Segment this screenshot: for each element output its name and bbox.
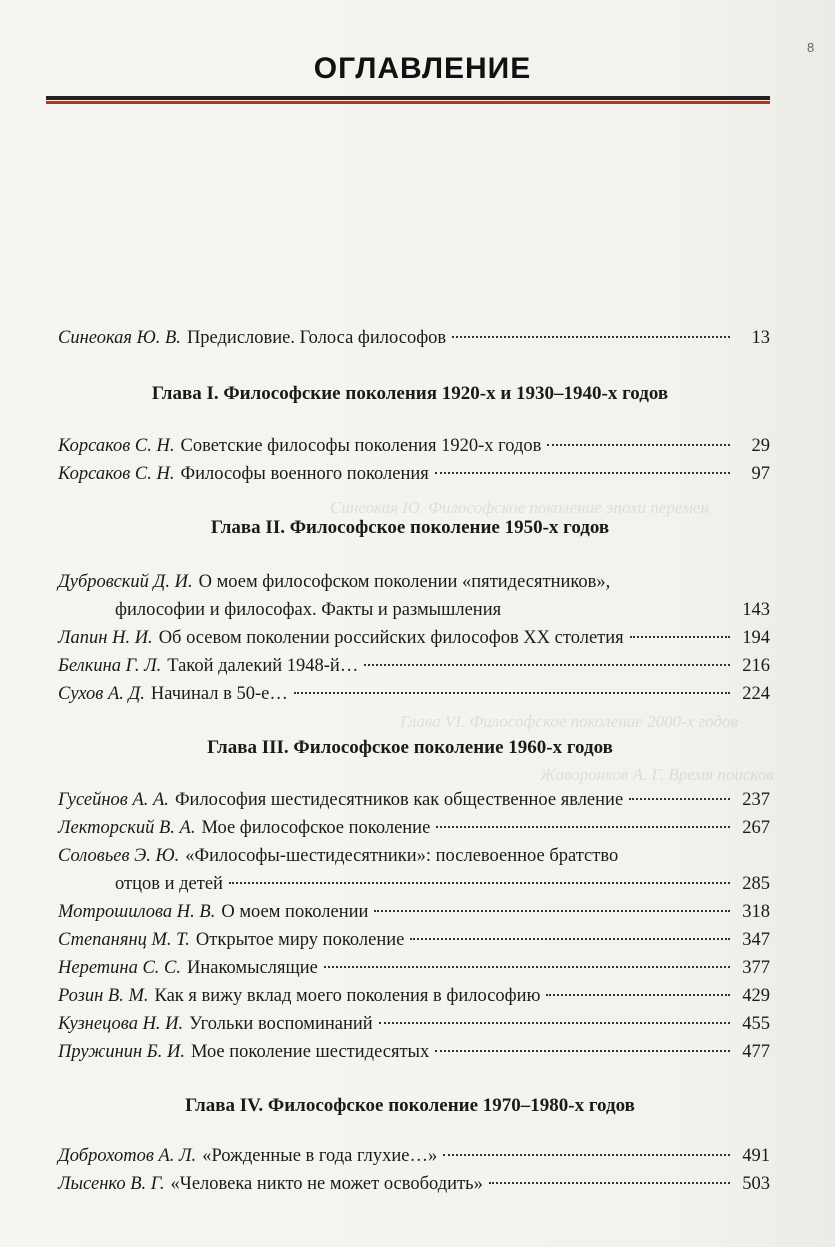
entry-page: 429 [742,986,770,1006]
entry-author: Корсаков С. Н. [58,436,175,456]
toc-entry [58,898,770,926]
entry-page: 455 [742,1014,770,1034]
entry-title: Инакомыслящие [187,958,318,978]
leader-dots [547,444,730,446]
entry-page: 194 [742,628,770,648]
entry-page: 13 [751,328,770,348]
entry-title: Угольки воспоминаний [189,1014,373,1034]
toc-entry [58,1142,770,1170]
leader-dots [374,910,730,912]
chapter-heading: Глава I. Философские поколения 1920-х и 1930–1940-х годов [151,383,669,404]
entry-title: Философия шестидесятников как общественное явление [174,790,624,810]
leader-dots [630,636,730,638]
entry-author: Лекторский В. А. [58,818,196,838]
entry-page: 285 [742,874,770,894]
toc-entry [58,1170,770,1198]
entry-author: Соловьев Э. Ю. [58,846,180,866]
bleed-through-text: Жаворонков А. Г. Время поисков [540,765,774,784]
toc-entry [58,926,770,954]
page-edge-number: 8 [807,40,815,55]
toc-entry [58,460,770,488]
entry-title: О моем философском поколении «пятидесятников», [198,572,611,592]
bleed-through-text: Синеокая Ю. Философское поколение эпохи перемен [330,498,709,517]
entry-page: 224 [742,684,770,704]
entry-author: Гусейнов А. А. [58,790,169,810]
entry-author: Корсаков С. Н. [58,464,175,484]
entry-page: 216 [742,656,770,676]
entry-title: Открытое миру поколение [195,930,405,950]
entry-author: Розин В. М. [58,986,149,1006]
leader-dots [379,1022,730,1024]
entry-author: Пружинин Б. И. [58,1042,185,1062]
bleed-through-text: Глава VI. Философское поколение 2000-х годов [400,712,738,731]
toc-entry [58,814,770,842]
entry-title: Как я вижу вклад моего поколения в философию [154,986,541,1006]
entry-title: Мое поколение шестидесятых [190,1042,430,1062]
toc-entry [58,624,770,652]
entry-title: О моем поколении [221,902,369,922]
entry-author: Синеокая Ю. В. [58,328,181,348]
leader-dots [489,1182,730,1184]
entry-author: Неретина С. С. [58,958,182,978]
toc-entry-continuation [115,596,770,624]
entry-page: 237 [742,790,770,810]
toc-entry [58,982,770,1010]
entry-title: Предисловие. Голоса философов [186,328,447,348]
entry-page: 318 [742,902,770,922]
chapter-heading: Глава II. Философское поколение 1950-х годов [210,517,610,538]
entry-page: 143 [742,600,770,620]
toc-entry [58,954,770,982]
entry-page: 491 [742,1146,770,1166]
leader-dots [507,608,730,610]
entry-author: Белкина Г. Л. [58,656,162,676]
leader-dots [452,336,730,338]
entry-author: Дубровский Д. И. [58,572,193,592]
entry-title: «Человека никто не может освободить» [170,1174,483,1194]
entry-title: Начинал в 50-е… [150,684,288,704]
toc-entry [58,432,770,460]
toc-entry [58,324,770,352]
toc-entry [58,680,770,708]
entry-page: 377 [742,958,770,978]
entry-author: Доброхотов А. Л. [58,1146,197,1166]
toc-entry [58,1010,770,1038]
toc-entry-first-line [58,568,770,596]
leader-dots [546,994,730,996]
leader-dots [294,692,730,694]
toc-entry [58,786,770,814]
entry-author: Лысенко В. Г. [58,1174,165,1194]
chapter-heading: Глава IV. Философское поколение 1970–1980-х годов [185,1095,635,1116]
entry-author: Кузнецова Н. И. [58,1014,184,1034]
leader-dots [435,472,730,474]
toc-entry [58,652,770,680]
leader-dots [435,1050,730,1052]
entry-page: 29 [751,436,770,456]
entry-title: «Философы-шестидесятники»: послевоенное братство [185,846,619,866]
entry-page: 347 [742,930,770,950]
entry-title: Советские философы поколения 1920-х годов [180,436,542,456]
leader-dots [443,1154,730,1156]
leader-dots [629,798,730,800]
entry-title: Такой далекий 1948-й… [167,656,359,676]
entry-title: Философы военного поколения [180,464,429,484]
entry-author: Степанянц М. Т. [58,930,190,950]
page-title: ОГЛАВЛЕНИЕ [313,52,532,85]
entry-author: Лапин Н. И. [58,628,153,648]
entry-title: «Рожденные в года глухие…» [202,1146,438,1166]
entry-page: 97 [751,464,770,484]
entry-title-continuation: философии и философах. Факты и размышления [115,600,502,620]
toc-entry [58,1038,770,1066]
entry-page: 267 [742,818,770,838]
leader-dots [410,938,730,940]
leader-dots [364,664,730,666]
toc-entry-first-line [58,842,770,870]
entry-title: Мое философское поколение [201,818,431,838]
entry-title: Об осевом поколении российских философов ХХ столетия [158,628,624,648]
entry-page: 477 [742,1042,770,1062]
entry-title-continuation: отцов и детей [115,874,223,894]
chapter-heading: Глава III. Философское поколение 1960-х годов [207,737,613,758]
entry-page: 503 [742,1174,770,1194]
entry-author: Сухов А. Д. [58,684,145,704]
leader-dots [436,826,730,828]
toc-entry-continuation [115,870,770,898]
leader-dots [229,882,730,884]
entry-author: Мотрошилова Н. В. [58,902,216,922]
leader-dots [324,966,730,968]
